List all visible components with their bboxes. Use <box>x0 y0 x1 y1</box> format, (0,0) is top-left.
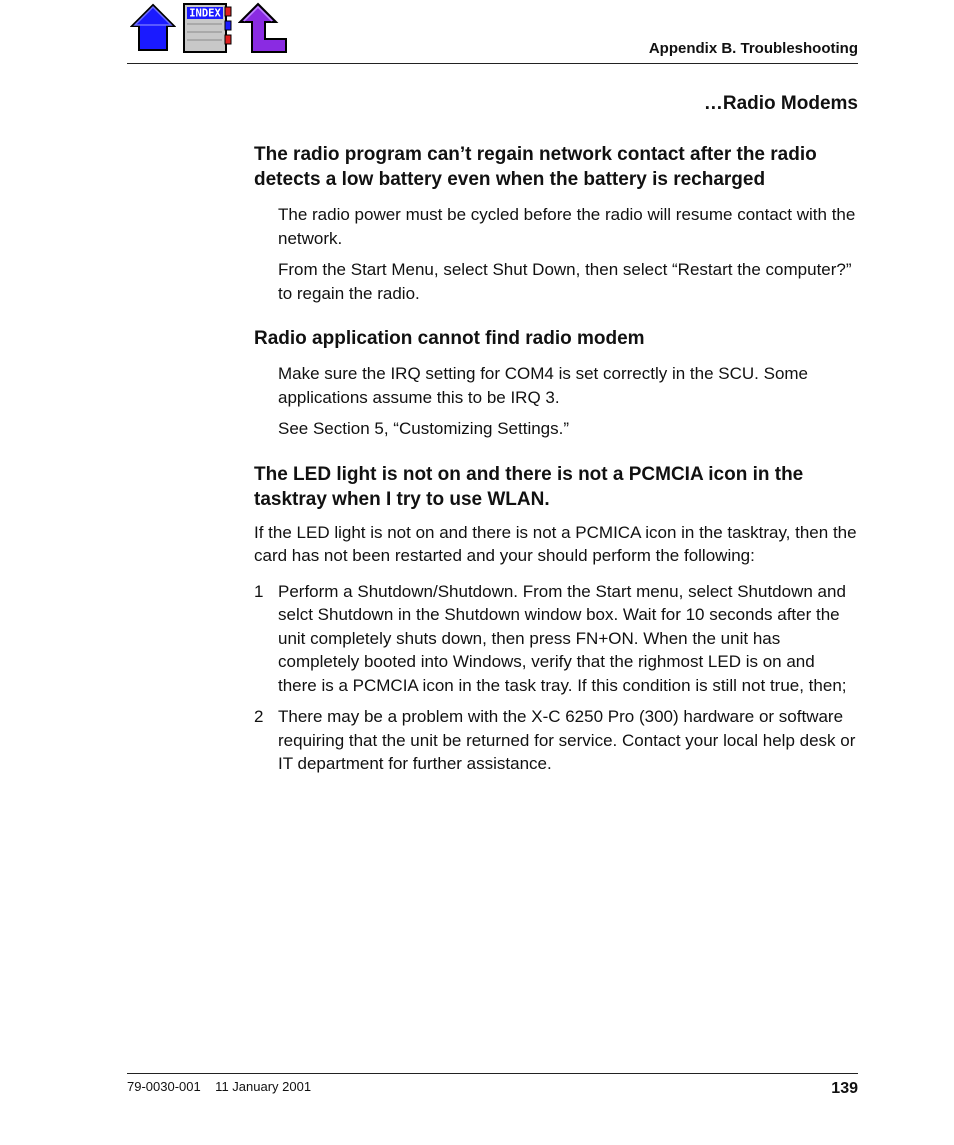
paragraph: The radio power must be cycled before the radio will resume contact with the network. <box>278 205 856 248</box>
main-content <box>254 142 858 776</box>
step-text: Perform a Shutdown/Shutdown. From the Start menu, select Shutdown and selct Shutdown in the Shutdown window box. Wait for 10 seconds after the unit completely shuts down, then press FN+ON. When the unit has completely booted into Windows, verify that the righmost LED is on and there is a PCMCIA icon in the task tray. If this condition is still not true, then; <box>278 581 847 695</box>
paragraph: See Section 5, “Customizing Settings.” <box>278 419 570 438</box>
heading-radio-modem: Radio application cannot find radio modem <box>254 328 645 349</box>
heading-led-light: The LED light is not on and there is not a PCMCIA icon in the tasktray when I try to use WLAN. <box>254 463 804 510</box>
paragraph: If the LED light is not on and there is not a PCMICA icon in the tasktray, then the card has not been restarted and your should perform the following: <box>254 522 857 565</box>
home-icon[interactable] <box>130 2 176 57</box>
list-item <box>254 705 858 776</box>
footer-doc-info: 79-0030-001 11 January 2001 <box>127 1079 312 1094</box>
header-rule <box>127 63 858 64</box>
index-label: INDEX <box>189 7 221 20</box>
step-text: There may be a problem with the X-C 6250 Pro (300) hardware or software requiring that the unit be returned for service. Contact your local help desk or IT department for further assistance. <box>278 707 856 773</box>
step-number: 1 <box>254 581 264 601</box>
index-icon[interactable] <box>182 2 232 59</box>
page-number: 139 <box>831 1080 858 1097</box>
step-number: 2 <box>254 707 264 726</box>
up-arrow-icon[interactable] <box>238 2 290 59</box>
heading-radio-regain: The radio program can’t regain network contact after the radio detects a low battery even when the battery is recharged <box>254 144 817 190</box>
steps-list <box>254 580 858 776</box>
paragraph: Make sure the IRQ setting for COM4 is set correctly in the SCU. Some applications assume this to be IRQ 3. <box>278 364 809 407</box>
header-title: Appendix B. Troubleshooting <box>648 40 858 57</box>
footer-rule <box>127 1073 858 1074</box>
list-item <box>254 580 858 698</box>
section-title: …Radio Modems <box>703 93 858 114</box>
paragraph: From the Start Menu, select Shut Down, then select “Restart the computer?” to regain the radio. <box>278 260 852 303</box>
